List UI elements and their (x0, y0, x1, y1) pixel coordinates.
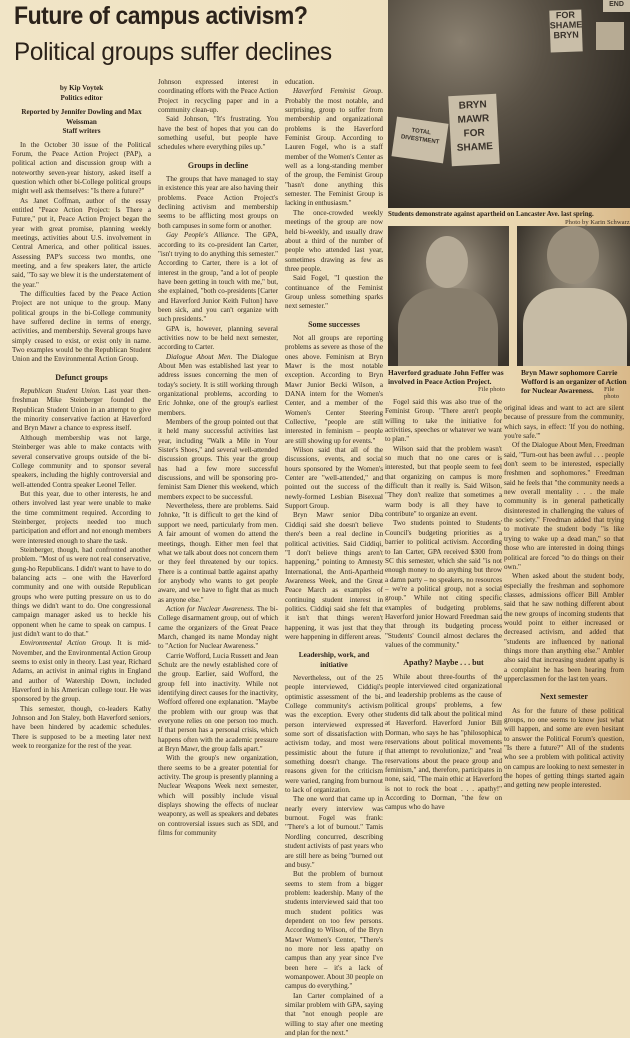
paragraph: Wilson said that all of the discussions, events, and social hours sponsored by the Women's Center are "well-attended," and pointed out the success of the newly-formed Lesbian Bisexual Support Group. (285, 446, 383, 511)
author: by Kip Voytek (59, 84, 104, 92)
paragraph: This semester, though, co-leaders Kathy Johnson and Jon Staley, both Haverford seniors, have been hindered by academic schedules. There is supposed to be a meeting later next week to reorganize for the rest of the year. (12, 704, 151, 751)
paragraph (158, 353, 278, 418)
paragraph: The once-crowded weekly meetings of the group are now held bi-weekly, and usually draw about a third of the number of people who attended last year, sometimes drawing as few as three people. (285, 208, 383, 273)
paragraph: Two students pointed to Students' Council's budgeting priorities as a barrier to political activism. According to Ian Carter, GPA received $300 from SC this semester, which she said "is not enough money to do anything but throw a damn party – no speakers, no resources – we're a political group, not a social group." While not citing specific examples of budgeting problems, Haverford junior Howard Freedman said that through its budgeting process "Students' Council almost declares the values of the community." (385, 519, 502, 649)
section-heading-next-semester: Next semester (540, 692, 588, 702)
reporters-title: Staff writers (62, 127, 101, 135)
protest-sign: TOTAL DIVESTMENT (391, 117, 448, 164)
section-heading-successes: Some successes (308, 319, 360, 329)
paragraph: Nevertheless, out of the 25 people interviewed, Ciddiqi's optimistic assessment of the bi-College community's activism was the exception. Every other person interviewed expressed some sort of dissatisfaction with activism today, and most were pessimistic about the future if something doesn't change. The reasons given for the criticism were varied, ranging from burnout to lack of organization. (285, 673, 383, 795)
article-column-2 (158, 78, 278, 839)
section-heading-leadership: Leadership, work, and initiative (298, 650, 370, 669)
paragraph (158, 231, 278, 324)
demonstration-photo (388, 0, 630, 208)
section-heading-apathy: Apathy? Maybe . . . but (403, 658, 484, 668)
paragraph: With the group's new organization, there seems to be a greater potential for activity. The group is presently planning a Nuclear Weapons Week next semester, which will possibly include visual displays showing the effects of nuclear weaponry, as well as speakers and debates on controversial issues such as SDI, and films for community (158, 754, 278, 838)
paragraph: Bryn Mawr senior Diba Ciddiqi said she doesn't believe there's been a real decline in political activities. Said Ciddiqi, "I don't believe things aren't happening," pointing to Amnesty International, the Anti-Apartheid Awareness Week, and the Great Peace March as examples of continuing student interest in politics. Ciddiqi said she felt that it isn't that things weren't happening, it was just that they were happening in different areas. (285, 511, 383, 641)
group-name: Haverford Feminist Group. (293, 87, 383, 96)
group-name: Environmental Action Group. (20, 639, 112, 648)
group-name: Action for Nuclear Awareness. (166, 604, 255, 613)
right-photo-credit: File photo (604, 386, 620, 400)
paragraph: While about three-fourths of the people interviewed cited organizational and leadership problems as the cause of political groups' problems, a few students did talk about the political mind at Haverford. Haverford Junior Bill Dorman, who says he has "philosophical reservations about political movements that attempt to revolutionize," and "real reservations about the peace group and feminism," and, therefore, participates in none, said, "The main ethic at Haverford is not to rock the boat . . . apathy!" According to Dorman, "the few on campus who do have (385, 672, 502, 812)
group-name: Dialogue About Men. (166, 352, 233, 361)
byline (12, 84, 151, 137)
sweater (523, 288, 627, 366)
paragraph (12, 387, 151, 434)
paragraph (158, 605, 278, 652)
paragraph: Not all groups are reporting problems as severe as those of the ones above. Feminism at Bryn Mawr is the most notable exception. According to Bryn Mawr Junior Becki Wilson, a DANA intern for the Women's Center, and a member of the Women's Center Steering Collective, "people are still interested in feminism – people are still showing up for events." (285, 333, 383, 445)
face (547, 226, 599, 284)
author-title: Politics editor (60, 93, 103, 102)
paragraph-text: The bi-College disarmament group, out of which came the organizers of the Great Peace March, changed its name Monday night to "Action for Nuclear Awareness." (158, 604, 278, 651)
paragraph: The groups that have managed to stay in existence this year are also having their problems. Peace Action Project's declining activism and membership seems to be afflicting most groups on both campuses in some form or another. (158, 175, 278, 230)
left-photo-caption: Haverford graduate John Feffer was involved in Peace Action Project. (388, 368, 504, 386)
paragraph: GPA is, however, planning several activities now to be held next semester, according to Carter. (158, 324, 278, 352)
subheadline: Political groups suffer declines (14, 38, 332, 66)
article-column-3 (285, 78, 383, 1038)
paragraph: Said Johnson, "It's frustrating. You have the best of hopes that you can do something useful, but people have schedules where everything piles up." (158, 115, 278, 152)
paragraph: Said Fogel, "I question the continuance of the Feminist Group unless something sparks next semester." (285, 274, 383, 311)
paragraph (285, 87, 383, 208)
left-photo-credit: File photo (478, 386, 505, 393)
jacket (398, 288, 498, 366)
paragraph (12, 639, 151, 704)
article-column-5 (504, 404, 624, 791)
paragraph: Members of the group pointed out that it held many successful activities last year, including "Walk a Mile in Your Sister's Shoes," and several well-attended discussion groups. This year the group has had a few more successful discussions, and will be sponsoring pro-feminist Sam Diener this weekend, which members expect to be successful. (158, 418, 278, 501)
paragraph: Although membership was not large, Steinberger was able to make contacts with several conservative groups outside of the bi-College community and to sponsor several speakers, including the highly controversial and well-attended Contra speaker Leonel Teller. (12, 433, 151, 489)
main-photo-caption: Students demonstrate against apartheid on Lancaster Ave. last spring. (388, 211, 594, 218)
article-column-4 (385, 398, 502, 813)
paragraph: Ian Carter complained of a similar problem with GPA, saying that "not enough people are willing to stay after one meeting and plan for the next." (285, 991, 383, 1038)
paragraph: The difficulties faced by the Peace Action Project are not unique to the group. Many political groups in the bi-College community have suffered decline in terms of energy, activities, and membership. Several groups have simply ceased to exist, or exist only in name. Two examples would be the Republican Student Union and the Environmental Action Group. (12, 290, 151, 364)
paragraph: Carrie Wofford, Lucia Russett and Jean Schulz are the newly established core of the group. Earlier, said Wofford, the group fell into inactivity. While not identifying direct causes for the inactivity, Wofford offered one explanation. "Maybe the problem with our group was that everyone relies on one person too much. If that person has a personal crisis, which happens often with the academic pressure at Bryn Mawr, the group falls apart." (158, 651, 278, 754)
paragraph: But this year, due to other interests, he and others involved last year were unable to make the time commitment required. According to Steinberger, projects needed too much participation and effort and not enough members were interested enough to share the task. (12, 489, 151, 545)
paragraph: Nevertheless, there are problems. Said Johnke, "It is difficult to get the kind of support we need, particularly from men. A fair amount of women do attend the meetings, though. Either men feel that what we talk about does not concern them or they feel threatened by our topics. There is a continual battle against apathy for anybody who wants to get people aware, and we have to fight that as much as anyone else." (158, 502, 278, 604)
protest-sign (596, 22, 624, 50)
right-photo-caption: Bryn Mawr sophomore Carrie Wofford is an organizer of Action for Nuclear Awareness. (521, 368, 627, 395)
article-column-1 (12, 78, 151, 752)
paragraph: Steinberger, though, had confronted another problem. "Most of us were not real conservative, gung-ho Republicans. I didn't want to have to do balancing acts – one with the Haverford community and one with outside Republican groups who were putting pressure on us to do things we didn't want to do. One congressional campaign manager asked us to heckle his opponent when he came to speak on campus. I just didn't want to do that." (12, 545, 151, 639)
reporters: Reported by Jennifer Dowling and Max Weissman (21, 108, 142, 126)
paragraph: When asked about the student body, especially the freshman and sophomore classes, admissions officer Bill Ambler said that he saw nothing different about the new groups of incoming students that would point to either increased or decreased activism, and added that "students are influenced by national things more than anything else." Ambler also said that increasing student apathy is a complaint he has been hearing from upperclassmen for the last ten years. (504, 572, 624, 683)
paragraph: As Janet Coffman, author of the essay entitled "Peace Action Project: Is There a Future," put it, Peace Action Project began the year with great promise, planning weekly meetings, activities about U.S. involvement in Central America, and other political issues. Assessing PAP's success two months, one meeting, and a few speakers later, the article said, "To say we blew it is the understatement of the year." (12, 196, 151, 289)
paragraph: The one word that came up in nearly every interview was burnout. Fogel was frank: "There's a lot of burnout." Tamis Nordling concurred, describing student activists of past years who are still here as being "burned out and busy." (285, 795, 383, 869)
protest-sign: END (603, 0, 630, 12)
paragraph: education. (285, 78, 315, 86)
paragraph: Of the Dialogue About Men, Freedman said, "Turn-out has been awful . . . people don't seem to be interested, especially freshmen and sophomores." Freedman said he feels that "the community needs a new overall mentality . . . the male community is in general pathetically disinterested in challenging the values of the society." Freedman added that trying to motivate the student body "is like trying to wake up a dead man," so that those who are interested in doing things political are forced "to do things on their own." (504, 441, 624, 571)
john-feffer-photo (388, 226, 509, 366)
paragraph: Fogel said this was also true of the Feminist Group. "There aren't people willing to take the initiative for activities, speeches or whatever we want to plan." (385, 398, 502, 444)
paragraph-text: The Dialogue About Men was established last year to address issues concerning the men of today's society. It is still working through organizational problems, according to Eric Johnke, one of the group's earliest members. (158, 352, 278, 417)
paragraph: original ideas and want to act are silent because of pressure from the community, which says, in effect: 'If you do nothing, you're safe.'" (504, 404, 624, 441)
paragraph: As for the future of these political groups, no one seems to know just what will happen, and some are even hesitant to answer the Political Forum's question, "Is there a future?" All of the students who see a problem with political activity on campus are looking to next semester in the hopes of getting things started again and getting new people interested. (504, 706, 624, 790)
paragraph: But the problem of burnout seems to stem from a bigger problem: leadership. Many of the students interviewed said that too much student politics was dependent on too few persons. According to Wilson, of the Bryn Mawr Women's Center, "There's no more nor less apathy on campus than any year since I've been here – it's a lack of womanpower. About 30 people on campus do everything." (285, 870, 383, 991)
protest-sign: FOR SHAME BRYN (549, 9, 582, 52)
paragraph: Johnson expressed interest in coordinating efforts with the Peace Action Project in recycling paper and in a community clean-up. (158, 78, 278, 115)
group-name: Republican Student Union. (20, 387, 101, 396)
headline: Future of campus activism? (14, 2, 308, 30)
paragraph: In the October 30 issue of the Political Forum, the Peace Action Project (PAP), a political action and discussion group with a noteworthy seven-year history, asked itself a question which other bi-College political groups might well ask themselves: "Is there a future?" (12, 140, 151, 196)
section-heading-defunct: Defunct groups (55, 372, 108, 382)
face (426, 236, 468, 288)
section-heading-decline: Groups in decline (187, 160, 249, 170)
main-photo-credit: Photo by Karin Schwarz (565, 219, 630, 226)
paragraph-text: Last year then-freshman Mike Steinberger founded the Republican Student Union in an attempt to give the minority conservative faction at Haverford and Bryn Mawr a chance to express itself. (12, 387, 151, 433)
carrie-wofford-photo (517, 226, 630, 366)
protest-sign: BRYN MAWR FOR SHAME (448, 94, 500, 166)
paragraph-text: It is mid-November, and the Environmental Action Group seems to exist only in theory. Last year, Richard Adams, an activist in animal rights in England and author of Watership Down, included Haverford in his American college tour. He was sponsored by the group. (12, 639, 151, 704)
paragraph-text: The GPA, according to its co-president Ian Carter, "isn't trying to do anything this semester." According to Carter, there is a lot of interest in the group, "and a lot of people have been getting in touch with me," but, she explained, "both co-presidents [Carter and Haverford Junior Keith Fulton] have been sick, and you can't organize with such presidents." (158, 231, 279, 324)
group-name: Gay People's Alliance. (166, 231, 240, 240)
paragraph-text: Probably the most notable, and surprising, group to suffer from membership and organizational problems is the Haverford Feminist Group. According to Lauren Fogel, who is a staff member of the Women's Center as well as a long-standing member of the group, the Feminist Group "hasn't done anything this semester. The Feminist Group is lacking in enthusiasm." (285, 96, 383, 208)
paragraph: Wilson said that the problem wasn't so much that no one cares or is interested, but that people seem to feel that organizing on campus is more difficult than it really is. Said Wilson, "They don't realize that sometimes a warm body is all they have to contribute" to organize an event. (385, 444, 502, 519)
